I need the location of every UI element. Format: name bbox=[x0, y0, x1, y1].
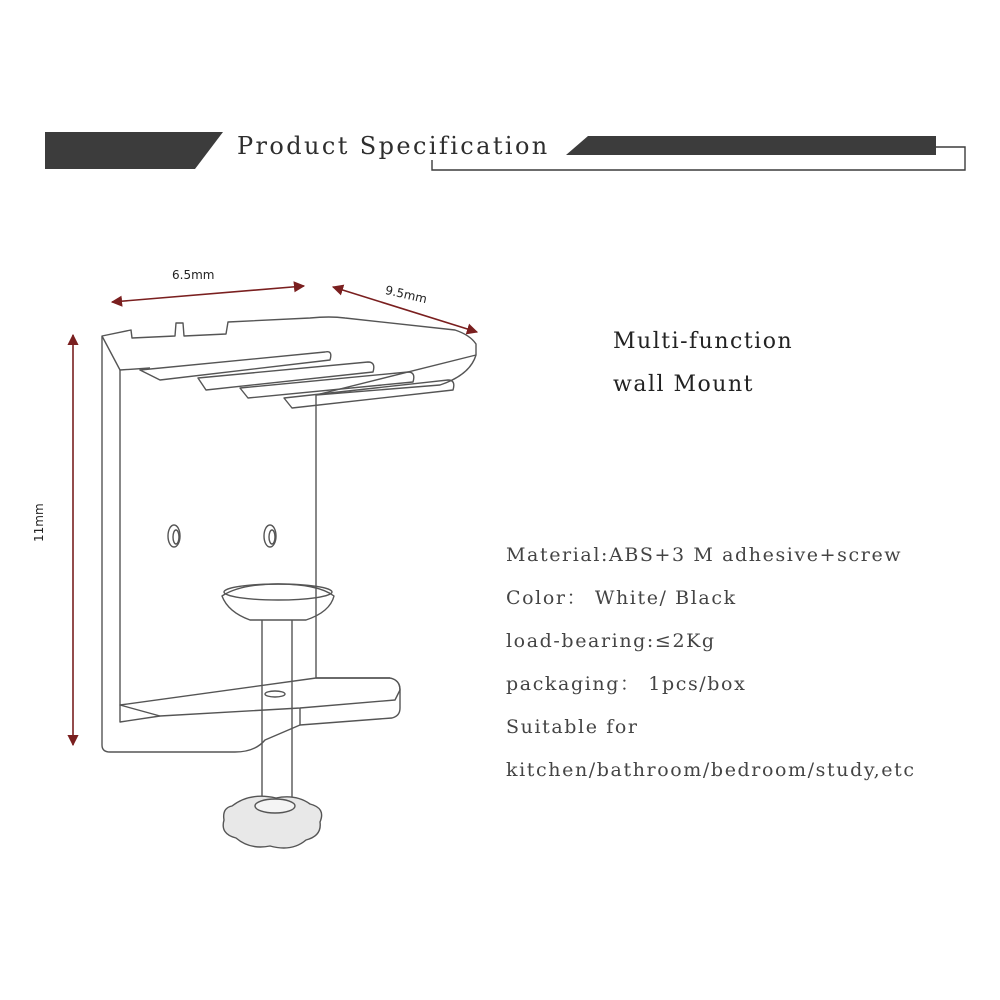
bracket-inner-rim bbox=[102, 336, 150, 370]
product-title-line: Multi-function bbox=[613, 329, 794, 354]
spec-color: Color： White/ Black bbox=[506, 587, 737, 609]
screw-hole-right bbox=[264, 525, 276, 547]
bracket-inner-edge bbox=[120, 370, 160, 722]
width-dimension-label: 6.5mm bbox=[172, 268, 215, 282]
screw-hole-left bbox=[168, 525, 180, 547]
rod-hole bbox=[265, 691, 285, 697]
shelf-slat-2 bbox=[198, 362, 374, 390]
spec-load-bearing: load-bearing:≤2Kg bbox=[506, 630, 716, 652]
shelf-slat-1 bbox=[140, 352, 331, 380]
banner-title: Product Specification bbox=[237, 132, 550, 160]
spec-list bbox=[506, 534, 916, 792]
spec-suitable-for: Suitable for bbox=[506, 716, 639, 738]
clamp-knob-hub bbox=[255, 799, 295, 813]
product-title bbox=[613, 320, 793, 406]
spec-rooms: kitchen/bathroom/bedroom/study,etc bbox=[506, 759, 916, 781]
depth-dimension-label: 9.5mm bbox=[383, 283, 429, 307]
screw-hole-left-inner bbox=[173, 530, 179, 544]
width-dimension-arrow bbox=[112, 286, 304, 302]
height-dimension-label: 11mm bbox=[32, 503, 46, 542]
screw-hole-right-inner bbox=[269, 530, 275, 544]
bracket-outline bbox=[102, 317, 476, 752]
spec-material: Material:ABS+3 M adhesive+screw bbox=[506, 544, 903, 566]
product-title-line: wall Mount bbox=[613, 372, 754, 397]
bottom-shelf bbox=[120, 678, 400, 716]
wall-mount-drawing bbox=[102, 317, 476, 848]
spec-packaging: packaging： 1pcs/box bbox=[506, 673, 747, 695]
clamp-pad bbox=[222, 584, 334, 620]
shelf-slat-4 bbox=[284, 380, 454, 408]
